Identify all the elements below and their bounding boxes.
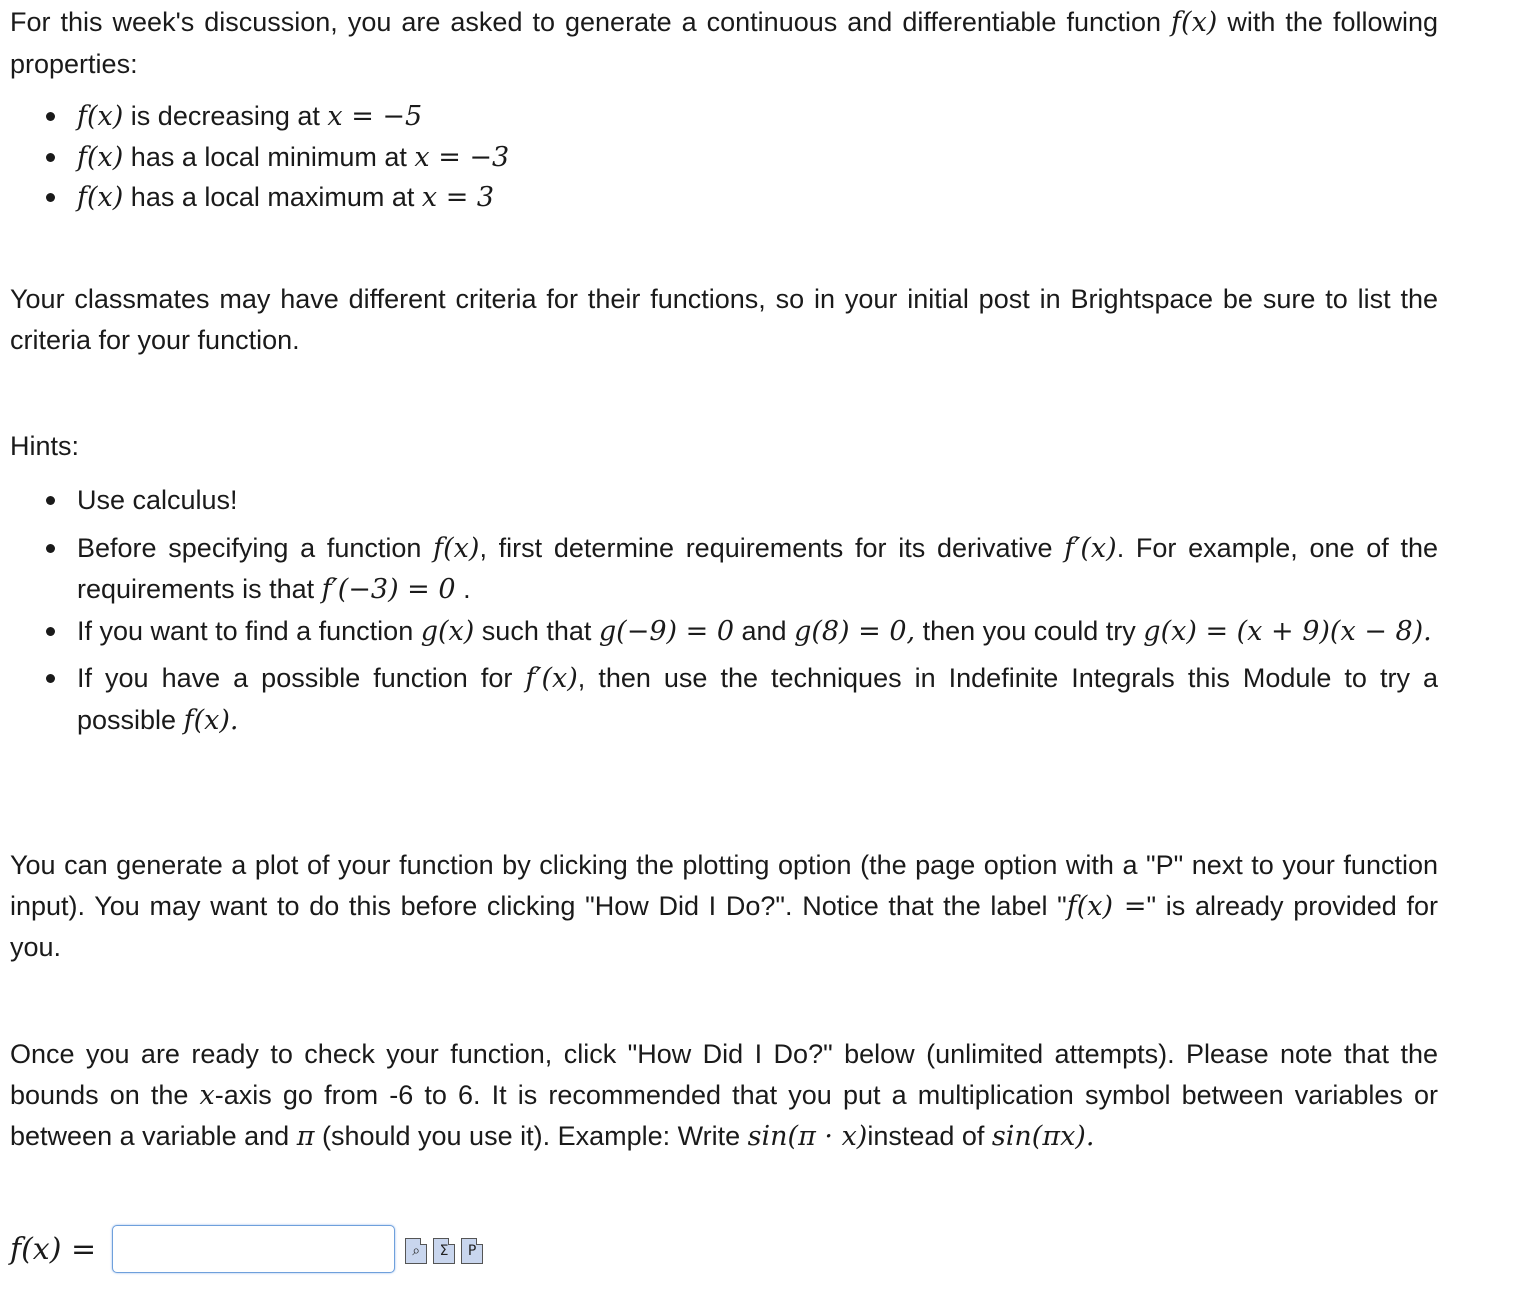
preview-icon[interactable]: ⌕ — [405, 1238, 427, 1264]
input-tools — [405, 1238, 483, 1264]
answer-row — [10, 1224, 483, 1274]
hint-item: If you want to find a function g(x) such that g(−9) = 0 and g(8) = 0, then you could try g(x) = (x + 9)(x − 8). — [0, 611, 1438, 653]
properties-list — [0, 96, 1438, 218]
hint-item: Before specifying a function f(x), first determine requirements for its derivative f′(x). For example, one of the requirements is that f′(−3) = 0 . — [0, 528, 1438, 611]
function-input[interactable] — [112, 1225, 395, 1273]
hints-heading: Hints: — [10, 431, 80, 461]
plot-note: You can generate a plot of your function by clicking the plotting option (the page option with a "P" next to your function input). You may want to do this before clicking "How Did I Do?". Notice that the label "f(x) =" is already provided for you. — [10, 850, 1438, 962]
check-note: Once you are ready to check your function, click "How Did I Do?" below (unlimited attempts). Please note that the bounds on the x-axis go from -6 to 6. It is recommended that you put a multiplication symbol between variables or between a variable and π (should you use it). Example: Write sin(π · x)instead of sin(πx). — [10, 1039, 1438, 1152]
hints-list — [0, 480, 1438, 741]
list-item: f(x) has a local maximum at x = 3 — [0, 177, 1438, 218]
hint-item: Use calculus! — [0, 480, 1438, 521]
plot-icon[interactable]: P — [461, 1238, 483, 1264]
hint-item: If you have a possible function for f′(x), then use the techniques in Indefinite Integrals this Module to try a possible f(x). — [0, 658, 1438, 741]
math-fx: f(x) — [1171, 7, 1218, 38]
intro-paragraph: For this week's discussion, you are asked to generate a continuous and differentiable function f(x) with the following properties: — [10, 7, 1438, 79]
criteria-note: Your classmates may have different criteria for their functions, so in your initial post in Brightspace be sure to list the criteria for your function. — [10, 284, 1438, 355]
equation-editor-icon[interactable]: Σ — [433, 1238, 455, 1264]
list-item: f(x) is decreasing at x = −5 — [0, 96, 1438, 137]
list-item: f(x) has a local minimum at x = −3 — [0, 137, 1438, 178]
answer-label: f(x) = — [10, 1231, 97, 1267]
